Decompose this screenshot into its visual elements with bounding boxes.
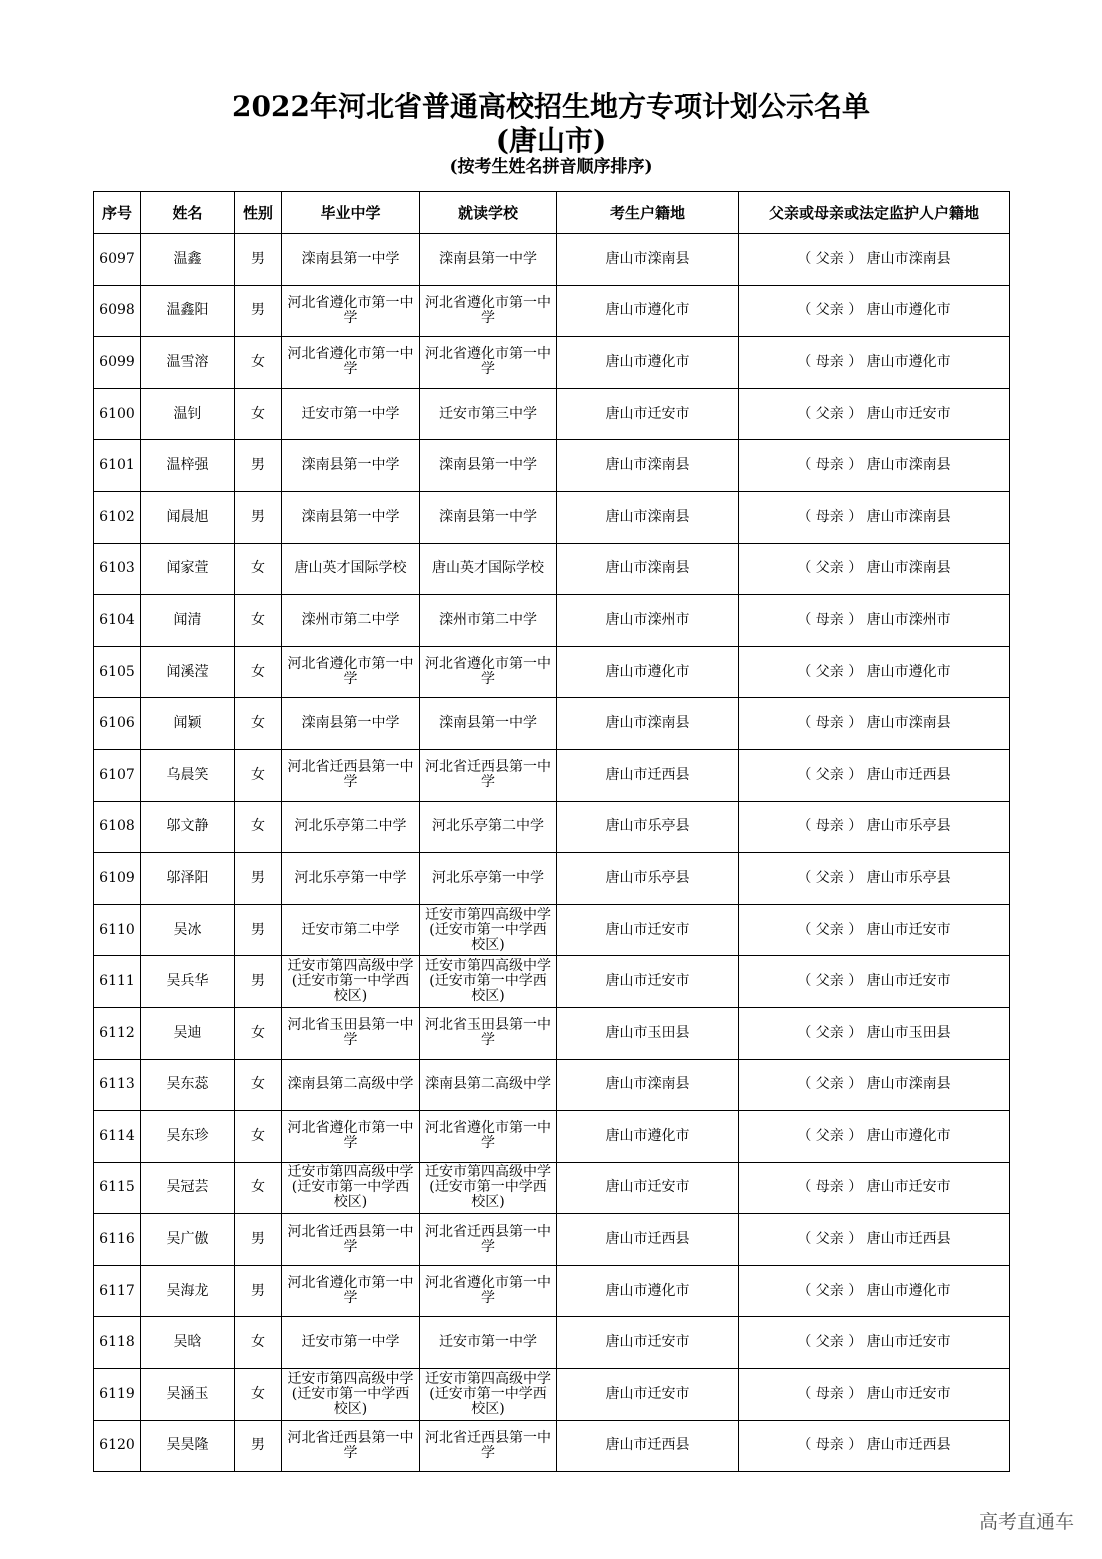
cell-name: 邬泽阳	[141, 853, 235, 905]
cell-gender: 女	[235, 749, 282, 801]
table-row	[94, 749, 1010, 801]
cell-index: 6100	[94, 388, 141, 440]
cell-index: 6106	[94, 698, 141, 750]
cell-gender: 女	[235, 595, 282, 647]
cell-index: 6102	[94, 491, 141, 543]
cell-student-hukou: 唐山市遵化市	[557, 1265, 739, 1317]
document-title: 2022年河北省普通高校招生地方专项计划公示名单	[232, 90, 870, 123]
cell-graduated-school: 河北乐亭第一中学	[282, 853, 420, 905]
table-row	[94, 698, 1010, 750]
cell-current-school: 河北省玉田县第一中学	[420, 1007, 557, 1059]
cell-name: 吴兵华	[141, 956, 235, 1008]
cell-guardian-hukou: （ 母亲 ） 唐山市滦州市	[739, 595, 1010, 647]
cell-gender: 女	[235, 698, 282, 750]
cell-guardian-hukou: （ 父亲 ） 唐山市迁西县	[739, 749, 1010, 801]
cell-current-school: 迁安市第一中学	[420, 1317, 557, 1369]
cell-student-hukou: 唐山市乐亭县	[557, 853, 739, 905]
cell-student-hukou: 唐山市遵化市	[557, 285, 739, 337]
cell-gender: 女	[235, 1007, 282, 1059]
cell-name: 闻颖	[141, 698, 235, 750]
cell-index: 6109	[94, 853, 141, 905]
table-row	[94, 388, 1010, 440]
cell-gender: 女	[235, 337, 282, 389]
table-row	[94, 801, 1010, 853]
cell-graduated-school: 河北省玉田县第一中学	[282, 1007, 420, 1059]
cell-guardian-hukou: （ 父亲 ） 唐山市遵化市	[739, 285, 1010, 337]
cell-gender: 男	[235, 904, 282, 956]
cell-graduated-school: 滦南县第一中学	[282, 698, 420, 750]
cell-graduated-school: 河北省遵化市第一中学	[282, 1265, 420, 1317]
table-row	[94, 1007, 1010, 1059]
header-student-hukou: 考生户籍地	[557, 192, 739, 234]
table-row	[94, 956, 1010, 1008]
cell-student-hukou: 唐山市迁安市	[557, 388, 739, 440]
cell-name: 温梓强	[141, 440, 235, 492]
cell-name: 闻家萱	[141, 543, 235, 595]
cell-index: 6119	[94, 1369, 141, 1421]
cell-current-school: 滦南县第二高级中学	[420, 1059, 557, 1111]
cell-gender: 女	[235, 1111, 282, 1163]
cell-graduated-school: 河北省迁西县第一中学	[282, 1214, 420, 1266]
cell-guardian-hukou: （ 母亲 ） 唐山市遵化市	[739, 337, 1010, 389]
header-name: 姓名	[141, 192, 235, 234]
cell-index: 6116	[94, 1214, 141, 1266]
cell-graduated-school: 河北省遵化市第一中学	[282, 1111, 420, 1163]
cell-guardian-hukou: （ 母亲 ） 唐山市迁西县	[739, 1420, 1010, 1472]
table-body	[94, 234, 1010, 1472]
cell-name: 吴冠芸	[141, 1162, 235, 1214]
cell-student-hukou: 唐山市迁西县	[557, 1214, 739, 1266]
cell-graduated-school: 河北省迁西县第一中学	[282, 1420, 420, 1472]
table-row	[94, 285, 1010, 337]
cell-student-hukou: 唐山市滦南县	[557, 698, 739, 750]
cell-guardian-hukou: （ 母亲 ） 唐山市滦南县	[739, 491, 1010, 543]
cell-gender: 女	[235, 543, 282, 595]
cell-guardian-hukou: （ 父亲 ） 唐山市玉田县	[739, 1007, 1010, 1059]
cell-current-school: 河北省遵化市第一中学	[420, 1111, 557, 1163]
cell-guardian-hukou: （ 父亲 ） 唐山市迁安市	[739, 1317, 1010, 1369]
roster-table	[93, 191, 1010, 1472]
cell-gender: 男	[235, 285, 282, 337]
header-guardian-hukou: 父亲或母亲或法定监护人户籍地	[739, 192, 1010, 234]
cell-gender: 女	[235, 1317, 282, 1369]
cell-name: 温雪溶	[141, 337, 235, 389]
cell-index: 6098	[94, 285, 141, 337]
header-graduated-school: 毕业中学	[282, 192, 420, 234]
cell-gender: 男	[235, 1420, 282, 1472]
table-row	[94, 1111, 1010, 1163]
cell-index: 6108	[94, 801, 141, 853]
cell-graduated-school: 迁安市第一中学	[282, 1317, 420, 1369]
cell-student-hukou: 唐山市滦南县	[557, 543, 739, 595]
cell-student-hukou: 唐山市迁安市	[557, 1317, 739, 1369]
cell-index: 6113	[94, 1059, 141, 1111]
cell-current-school: 河北省遵化市第一中学	[420, 1265, 557, 1317]
cell-current-school: 河北省遵化市第一中学	[420, 285, 557, 337]
cell-index: 6112	[94, 1007, 141, 1059]
cell-graduated-school: 河北省遵化市第一中学	[282, 285, 420, 337]
cell-guardian-hukou: （ 父亲 ） 唐山市迁安市	[739, 956, 1010, 1008]
table-row	[94, 1317, 1010, 1369]
cell-name: 吴迪	[141, 1007, 235, 1059]
cell-name: 吴昊隆	[141, 1420, 235, 1472]
cell-index: 6114	[94, 1111, 141, 1163]
cell-gender: 男	[235, 440, 282, 492]
cell-student-hukou: 唐山市乐亭县	[557, 801, 739, 853]
cell-guardian-hukou: （ 母亲 ） 唐山市乐亭县	[739, 801, 1010, 853]
cell-gender: 男	[235, 853, 282, 905]
cell-index: 6104	[94, 595, 141, 647]
cell-graduated-school: 迁安市第四高级中学(迁安市第一中学西校区)	[282, 956, 420, 1008]
cell-name: 闻清	[141, 595, 235, 647]
cell-gender: 男	[235, 956, 282, 1008]
cell-student-hukou: 唐山市迁安市	[557, 1369, 739, 1421]
cell-current-school: 滦州市第二中学	[420, 595, 557, 647]
cell-guardian-hukou: （ 母亲 ） 唐山市迁安市	[739, 1162, 1010, 1214]
cell-graduated-school: 河北乐亭第二中学	[282, 801, 420, 853]
cell-student-hukou: 唐山市滦南县	[557, 491, 739, 543]
table-row	[94, 234, 1010, 286]
cell-gender: 男	[235, 234, 282, 286]
cell-name: 吴晗	[141, 1317, 235, 1369]
cell-name: 温钊	[141, 388, 235, 440]
cell-current-school: 河北省遵化市第一中学	[420, 646, 557, 698]
cell-index: 6110	[94, 904, 141, 956]
cell-student-hukou: 唐山市遵化市	[557, 337, 739, 389]
cell-student-hukou: 唐山市滦南县	[557, 440, 739, 492]
cell-gender: 女	[235, 388, 282, 440]
table-row	[94, 1162, 1010, 1214]
cell-current-school: 河北省迁西县第一中学	[420, 749, 557, 801]
cell-name: 吴东珍	[141, 1111, 235, 1163]
cell-current-school: 河北乐亭第一中学	[420, 853, 557, 905]
cell-gender: 女	[235, 801, 282, 853]
cell-guardian-hukou: （ 父亲 ） 唐山市滦南县	[739, 234, 1010, 286]
cell-name: 吴涵玉	[141, 1369, 235, 1421]
cell-student-hukou: 唐山市迁西县	[557, 1420, 739, 1472]
cell-graduated-school: 迁安市第一中学	[282, 388, 420, 440]
cell-current-school: 河北乐亭第二中学	[420, 801, 557, 853]
header-index: 序号	[94, 192, 141, 234]
cell-current-school: 迁安市第四高级中学(迁安市第一中学西校区)	[420, 956, 557, 1008]
cell-graduated-school: 滦南县第一中学	[282, 234, 420, 286]
cell-current-school: 滦南县第一中学	[420, 234, 557, 286]
cell-gender: 男	[235, 491, 282, 543]
cell-student-hukou: 唐山市迁安市	[557, 956, 739, 1008]
cell-name: 闻溪滢	[141, 646, 235, 698]
cell-name: 吴海龙	[141, 1265, 235, 1317]
cell-current-school: 河北省迁西县第一中学	[420, 1420, 557, 1472]
cell-index: 6101	[94, 440, 141, 492]
table-row	[94, 595, 1010, 647]
cell-gender: 男	[235, 1265, 282, 1317]
cell-gender: 女	[235, 1059, 282, 1111]
cell-graduated-school: 河北省遵化市第一中学	[282, 646, 420, 698]
cell-guardian-hukou: （ 父亲 ） 唐山市乐亭县	[739, 853, 1010, 905]
cell-index: 6107	[94, 749, 141, 801]
cell-graduated-school: 迁安市第四高级中学(迁安市第一中学西校区)	[282, 1369, 420, 1421]
cell-current-school: 迁安市第三中学	[420, 388, 557, 440]
cell-student-hukou: 唐山市遵化市	[557, 1111, 739, 1163]
cell-name: 温鑫阳	[141, 285, 235, 337]
cell-guardian-hukou: （ 父亲 ） 唐山市遵化市	[739, 1265, 1010, 1317]
cell-gender: 女	[235, 1162, 282, 1214]
cell-name: 吴广傲	[141, 1214, 235, 1266]
cell-current-school: 迁安市第四高级中学(迁安市第一中学西校区)	[420, 904, 557, 956]
cell-gender: 男	[235, 1214, 282, 1266]
cell-current-school: 迁安市第四高级中学(迁安市第一中学西校区)	[420, 1162, 557, 1214]
document-subtitle: (唐山市)	[495, 124, 607, 157]
table-row	[94, 337, 1010, 389]
cell-index: 6105	[94, 646, 141, 698]
cell-index: 6115	[94, 1162, 141, 1214]
cell-graduated-school: 河北省遵化市第一中学	[282, 337, 420, 389]
cell-index: 6103	[94, 543, 141, 595]
cell-student-hukou: 唐山市滦州市	[557, 595, 739, 647]
table-row	[94, 440, 1010, 492]
table-row	[94, 1214, 1010, 1266]
table-row	[94, 543, 1010, 595]
table-row	[94, 491, 1010, 543]
cell-guardian-hukou: （ 母亲 ） 唐山市迁安市	[739, 1369, 1010, 1421]
cell-graduated-school: 河北省迁西县第一中学	[282, 749, 420, 801]
table-row	[94, 646, 1010, 698]
cell-name: 乌晨笑	[141, 749, 235, 801]
cell-name: 吴东蕊	[141, 1059, 235, 1111]
cell-current-school: 滦南县第一中学	[420, 698, 557, 750]
cell-current-school: 河北省迁西县第一中学	[420, 1214, 557, 1266]
cell-guardian-hukou: （ 父亲 ） 唐山市遵化市	[739, 646, 1010, 698]
sort-note: (按考生姓名拼音顺序排序)	[449, 157, 653, 177]
cell-graduated-school: 迁安市第二中学	[282, 904, 420, 956]
cell-name: 邬文静	[141, 801, 235, 853]
cell-student-hukou: 唐山市迁安市	[557, 904, 739, 956]
cell-gender: 女	[235, 1369, 282, 1421]
cell-graduated-school: 滦南县第一中学	[282, 491, 420, 543]
table-header-row	[94, 192, 1010, 234]
cell-guardian-hukou: （ 父亲 ） 唐山市滦南县	[739, 543, 1010, 595]
cell-student-hukou: 唐山市滦南县	[557, 234, 739, 286]
cell-graduated-school: 滦南县第一中学	[282, 440, 420, 492]
cell-graduated-school: 迁安市第四高级中学(迁安市第一中学西校区)	[282, 1162, 420, 1214]
cell-index: 6111	[94, 956, 141, 1008]
cell-guardian-hukou: （ 母亲 ） 唐山市滦南县	[739, 698, 1010, 750]
cell-name: 吴冰	[141, 904, 235, 956]
cell-gender: 女	[235, 646, 282, 698]
cell-index: 6120	[94, 1420, 141, 1472]
table-row	[94, 1059, 1010, 1111]
table-row	[94, 904, 1010, 956]
cell-guardian-hukou: （ 父亲 ） 唐山市遵化市	[739, 1111, 1010, 1163]
cell-student-hukou: 唐山市迁安市	[557, 1162, 739, 1214]
cell-index: 6097	[94, 234, 141, 286]
cell-student-hukou: 唐山市玉田县	[557, 1007, 739, 1059]
cell-guardian-hukou: （ 父亲 ） 唐山市迁安市	[739, 904, 1010, 956]
cell-current-school: 滦南县第一中学	[420, 440, 557, 492]
watermark-text: 高考直通车	[978, 1511, 1074, 1533]
table-row	[94, 1369, 1010, 1421]
cell-guardian-hukou: （ 父亲 ） 唐山市迁安市	[739, 388, 1010, 440]
header-current-school: 就读学校	[420, 192, 557, 234]
cell-guardian-hukou: （ 父亲 ） 唐山市迁西县	[739, 1214, 1010, 1266]
cell-name: 温鑫	[141, 234, 235, 286]
cell-student-hukou: 唐山市遵化市	[557, 646, 739, 698]
cell-current-school: 河北省遵化市第一中学	[420, 337, 557, 389]
cell-name: 闻晨旭	[141, 491, 235, 543]
cell-guardian-hukou: （ 父亲 ） 唐山市滦南县	[739, 1059, 1010, 1111]
header-gender: 性别	[235, 192, 282, 234]
table-row	[94, 1265, 1010, 1317]
cell-guardian-hukou: （ 母亲 ） 唐山市滦南县	[739, 440, 1010, 492]
cell-student-hukou: 唐山市滦南县	[557, 1059, 739, 1111]
cell-current-school: 唐山英才国际学校	[420, 543, 557, 595]
cell-index: 6117	[94, 1265, 141, 1317]
table-row	[94, 1420, 1010, 1472]
cell-current-school: 迁安市第四高级中学(迁安市第一中学西校区)	[420, 1369, 557, 1421]
cell-graduated-school: 滦南县第二高级中学	[282, 1059, 420, 1111]
cell-graduated-school: 唐山英才国际学校	[282, 543, 420, 595]
cell-graduated-school: 滦州市第二中学	[282, 595, 420, 647]
cell-student-hukou: 唐山市迁西县	[557, 749, 739, 801]
cell-current-school: 滦南县第一中学	[420, 491, 557, 543]
cell-index: 6099	[94, 337, 141, 389]
cell-index: 6118	[94, 1317, 141, 1369]
table-row	[94, 853, 1010, 905]
